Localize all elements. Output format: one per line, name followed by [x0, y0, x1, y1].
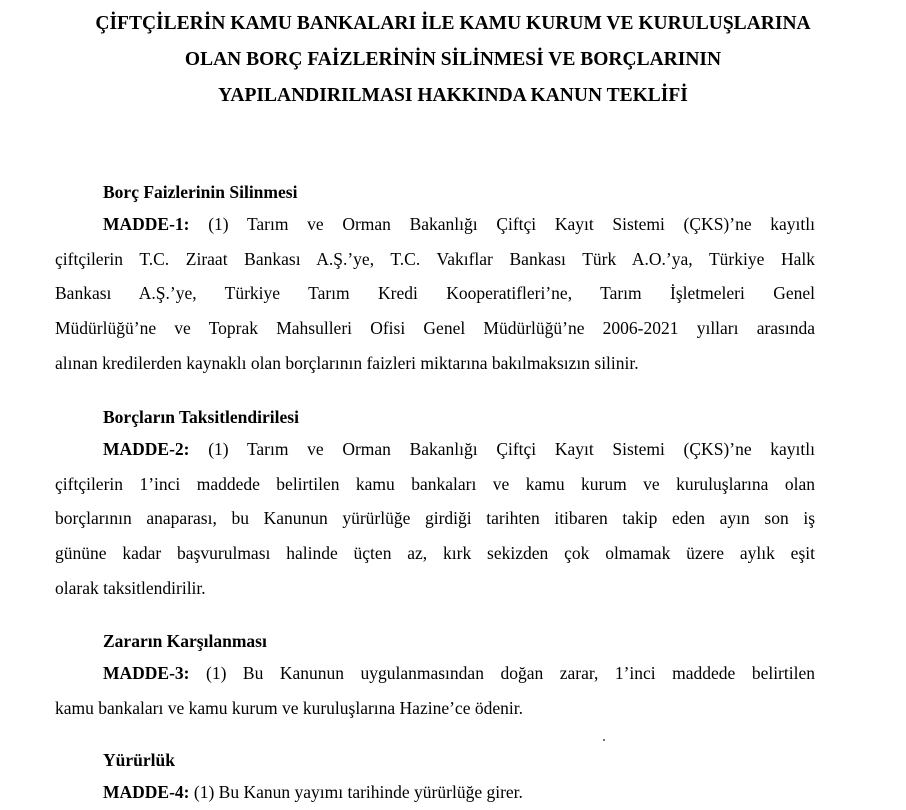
- article-text: (1) Bu Kanun yayımı tarihinde yürürlüğe girer.: [193, 782, 523, 802]
- article-line: olarak taksitlendirilir.: [55, 577, 206, 598]
- article-label: MADDE-3:: [103, 663, 190, 683]
- title-line: YAPILANDIRILMASI HAKKINDA KANUN TEKLİFİ: [218, 85, 688, 106]
- article-line: borçlarının anaparası, bu Kanunun yürürlüğe girdiği tarihten itibaren takip eden ayın son iş: [55, 508, 815, 529]
- document-title: [0, 6, 906, 114]
- scan-speck: [603, 739, 605, 741]
- article-2: [55, 402, 815, 605]
- article-line: çiftçilerin T.C. Ziraat Bankası A.Ş.’ye, T.C. Vakıflar Bankası Türk A.O.’ya, Türkiye Halk: [55, 248, 815, 269]
- article-line: Müdürlüğü’ne ve Toprak Mahsulleri Ofisi Genel Müdürlüğü’ne 2006-2021 yılları arasında: [55, 318, 815, 339]
- article-text: (1) Tarım ve Orman Bakanlığı Çiftçi Kayıt Sistemi (ÇKS)’ne kayıtlı: [208, 214, 815, 234]
- article-line: Bankası A.Ş.’ye, Türkiye Tarım Kredi Kooperatifleri’ne, Tarım İşletmeleri Genel: [55, 283, 815, 304]
- article-1: [55, 177, 815, 380]
- article-line: [55, 775, 815, 810]
- article-label: MADDE-4:: [103, 782, 190, 802]
- article-text: (1) Tarım ve Orman Bakanlığı Çiftçi Kayıt Sistemi (ÇKS)’ne kayıtlı: [208, 439, 815, 459]
- title-line: OLAN BORÇ FAİZLERİNİN SİLİNMESİ VE BORÇLARININ: [184, 49, 722, 70]
- article-line: gününe kadar başvurulması halinde üçten az, kırk sekizden çok olmamak üzere aylık eşit: [55, 543, 815, 564]
- article-4: [55, 745, 815, 810]
- article-label: MADDE-1:: [103, 214, 190, 234]
- article-heading: Borçların Taksitlendirilesi: [103, 407, 299, 427]
- title-line: ÇİFTÇİLERİN KAMU BANKALARI İLE KAMU KURUM VE KURULUŞLARINA: [95, 13, 811, 34]
- article-heading: Zararın Karşılanması: [103, 631, 267, 651]
- article-line: alınan kredilerden kaynaklı olan borçlarının faizleri miktarına bakılmaksızın silinir.: [55, 352, 639, 373]
- article-heading: Borç Faizlerinin Silinmesi: [103, 182, 298, 202]
- article-heading: Yürürlük: [103, 750, 175, 770]
- article-line: [55, 207, 815, 242]
- article-3: [55, 626, 815, 725]
- article-text: (1) Bu Kanunun uygulanmasından doğan zarar, 1’inci maddede belirtilen: [206, 663, 815, 683]
- article-line: [55, 432, 815, 467]
- article-line: [55, 656, 815, 691]
- article-line: kamu bankaları ve kamu kurum ve kuruluşlarına Hazine’ce ödenir.: [55, 697, 523, 718]
- article-line: çiftçilerin 1’inci maddede belirtilen kamu bankaları ve kamu kurum ve kuruluşlarına olan: [55, 473, 815, 494]
- article-label: MADDE-2:: [103, 439, 190, 459]
